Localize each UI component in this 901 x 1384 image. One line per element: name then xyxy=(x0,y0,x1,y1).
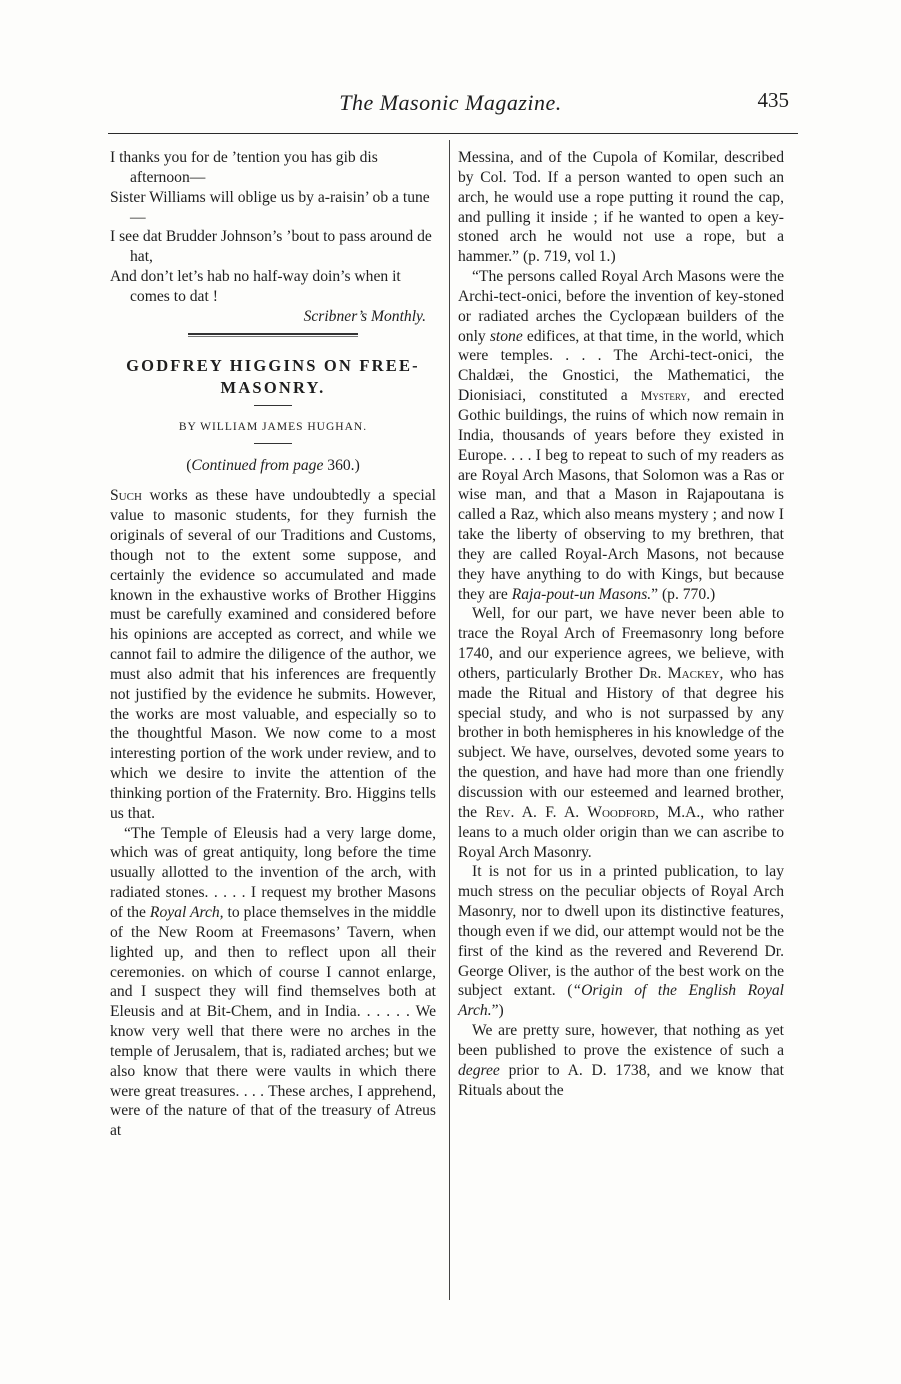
continued-open: ( xyxy=(186,457,192,475)
book-title-italic: “Origin of the English Royal Arch. xyxy=(458,982,784,1020)
quote-italic: Raja-pout-un Masons. xyxy=(511,585,652,603)
running-header-title: The Masonic Magazine. xyxy=(339,90,562,115)
left-column xyxy=(110,148,436,1141)
column-divider xyxy=(449,140,450,1300)
drop-lead-word: Such xyxy=(110,487,142,505)
quote-text: ” (p. 770.) xyxy=(651,585,716,603)
title-rule xyxy=(254,405,292,406)
ornamental-rule xyxy=(188,333,358,337)
verse-line: And don’t let’s hab no half-way doin’s when it comes to dat ! xyxy=(110,268,401,305)
verse-attribution: Scribner’s Monthly. xyxy=(303,307,426,325)
byline: BY WILLIAM JAMES HUGHAN. xyxy=(178,420,368,433)
paragraph-text: works as these have undoubtedly a special value to masonic students, for they furnish the originals of several of our Traditions and Customs, though not to the extent some suppose, and certainly the evidence so accumulated and made known in the exhaustive works of Brother Higgins must be carefully examined and considered before his opinions are accepted as correct, and while we cannot fail to admire the diligence of the author, we must also admit that his inferences are frequently not justified by the evidence he submits. However, the works are most valuable, and especially so to the thoughtful Mason. We now come to a most interesting portion of the work under review, and to which we desire to invite the attention of the thinking portion of the Fraternity. Bro. Higgins tells us that. xyxy=(110,487,436,822)
page-number: 435 xyxy=(757,88,789,112)
article-paragraph xyxy=(458,862,784,1021)
quote-continuation: Messina, and of the Cupola of Komilar, described by Col. Tod. If a person wanted to open such an arch, he would use a rope putting it round the cap, and pulling it inside ; if he wanted to open a key-stoned arch he would not use a rope, but a hammer.” (p. 719, vol 1.) xyxy=(458,149,784,266)
quote-text: edifices, at that time, in the world, which were temples. . . . The Archi-tect-onici, the Chaldæi, the Gnostici, the Mathematici, the Dionisiaci, constituted a xyxy=(458,327,784,405)
paragraph-text: ”) xyxy=(491,1002,504,1020)
quote-text: “The Temple of Eleusis had a very large dome, which was of great antiquity, long before the time usually allotted to the invention of the arch, with radiated stones. . . . . I request my brother Masons of the xyxy=(110,824,436,921)
byline-rule xyxy=(254,443,292,444)
quote-italic: stone xyxy=(489,327,523,345)
article-title: GODFREY HIGGINS ON FREE-MASONRY. xyxy=(126,355,420,397)
continued-note xyxy=(110,456,436,476)
small-caps-name: Dr. Mackey, xyxy=(638,664,724,682)
paragraph-text: Well, for our part, we have never been able to trace the Royal Arch of Freemasonry long before 1740, and our experience agrees, we believe, with others, particularly Brother xyxy=(458,605,784,682)
paragraph-text: M.A., who rather leans to a much older origin than we can ascribe to Royal Arch Masonry. xyxy=(458,803,785,861)
continued-italic: Continued from page xyxy=(191,457,324,475)
verse-line: I see dat Brudder Johnson’s ’bout to pass around de hat, xyxy=(110,228,432,266)
quote-paragraph xyxy=(458,267,784,604)
paragraph-text: prior to A. D. 1738, and we know that Rituals about the xyxy=(458,1061,784,1099)
article-paragraph xyxy=(458,1021,784,1100)
header-rule xyxy=(108,133,798,134)
quote-paragraph xyxy=(110,824,436,1142)
paragraph-text: who has made the Ritual and History of that degree his special study, and who is not surpassed by any brother in both hemispheres in his knowledge of the subject. We have, ourselves, devoted some years to the question, and have had more than one friendly discussion with our esteemed and learned brother, the xyxy=(458,664,784,821)
article-paragraph xyxy=(110,486,436,823)
quote-text: and erected Gothic buildings, the ruins of which now remain in India, thousands of years before they existed in Europe. . . . I beg to repeat to such of my readers as are Royal Arch Masons, that Solomon was a Ras or wise man, and that a Mason in Rajapoutana is called a Raz, which also means mystery ; and now I take the liberty of observing to my brethren, that they are called Royal-Arch Masons, not because they have anything to do with Kings, but because they are xyxy=(458,387,784,603)
paragraph-text: We are pretty sure, however, that nothing as yet been published to prove the existence of such a xyxy=(458,1022,784,1059)
right-column xyxy=(458,148,784,1101)
paragraph-text: It is not for us in a printed publication, to lay much stress on the peculiar objects of Royal Arch Masonry, nor to dwell upon its distinctive features, though even if we did, our attempt would not be the first of the kind as the revered and Reverend Dr. George Oliver, is the author of the best work on the subject extant. ( xyxy=(458,863,784,1000)
verse-line: I thanks you for de ’tention you has gib dis afternoon— xyxy=(110,149,378,186)
quote-text: “The persons called Royal Arch Masons were the Archi-tect-onici, before the invention of key-stoned or radiated arches the Cyclopæan builders of the only xyxy=(458,268,784,345)
emphasis-italic: degree xyxy=(458,1061,500,1079)
small-caps-name: Rev. A. F. A. Woodford, xyxy=(485,803,660,821)
quote-italic: Royal Arch, xyxy=(149,904,224,921)
small-caps-mystery: Mystery, xyxy=(640,388,691,404)
quote-text: to place themselves in the middle of the New Room at Freemasons’ Tavern, when lighted up, and then to reflect upon all their ceremonies. on which of course I cannot enlarge, and I suspect they will find themselves both at Eleusis and at Bit-Chem, and in India. . . . . . We know very well that there were no arches in the temple of Jerusalem, that is, radiated arches; but we also know that there were vaults in which there were great treasures. . . . These arches, I apprehend, were of the nature of that of the treasury of Atreus at xyxy=(110,904,437,1140)
continued-close: 360.) xyxy=(323,457,360,475)
article-paragraph xyxy=(458,604,784,862)
verse-line: Sister Williams will oblige us by a-raisin’ ob a tune— xyxy=(110,188,430,226)
